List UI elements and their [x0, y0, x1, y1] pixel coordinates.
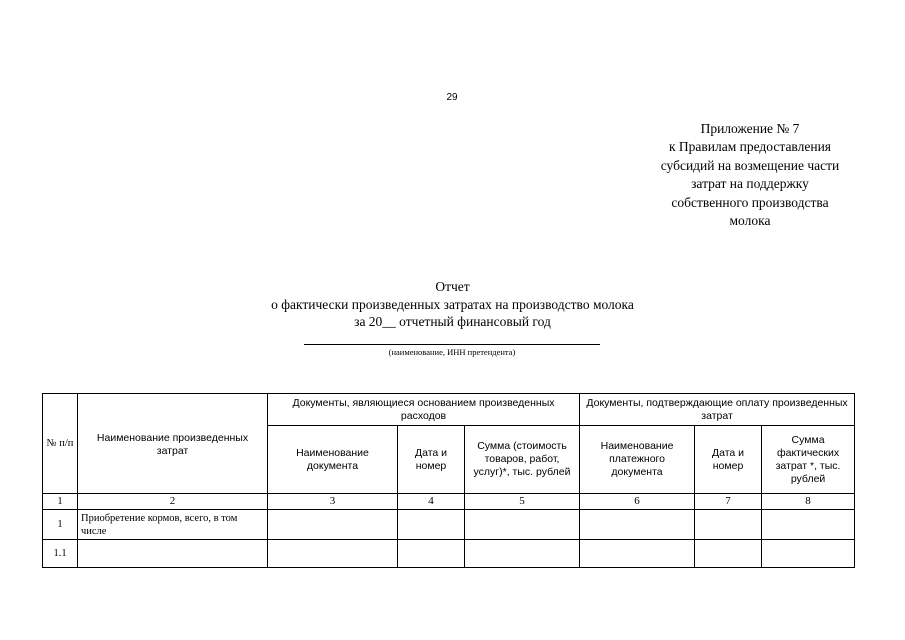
column-number: 8: [762, 494, 855, 510]
header-group-basis-documents: Документы, являющиеся основанием произведенных расходов: [268, 394, 580, 426]
appendix-line: собственного производства: [671, 194, 829, 210]
row-cell[interactable]: [268, 510, 398, 540]
row-cell[interactable]: [580, 510, 695, 540]
column-number: 1: [43, 494, 78, 510]
header-basis-sum: Сумма (стоимость товаров, работ, услуг)*, тыс. рублей: [465, 426, 580, 494]
column-number: 2: [78, 494, 268, 510]
column-number: 4: [398, 494, 465, 510]
expense-report-table: [42, 393, 855, 568]
column-number: 5: [465, 494, 580, 510]
header-group-payment-documents: Документы, подтверждающие оплату произведенных затрат: [580, 394, 855, 426]
column-number: 6: [580, 494, 695, 510]
header-payment-sum: Сумма фактических затрат *, тыс. рублей: [762, 426, 855, 494]
appendix-reference: [630, 120, 870, 230]
header-basis-date-number: Дата и номер: [398, 426, 465, 494]
appendix-line: субсидий на возмещение части: [660, 157, 840, 173]
appendix-line: затрат на поддержку: [691, 176, 809, 192]
row-number: 1.1: [43, 540, 78, 568]
report-subtitle: о фактически произведенных затратах на производство молока: [271, 296, 634, 312]
report-title: Отчет: [435, 279, 470, 294]
applicant-name-line: [304, 344, 600, 345]
header-no: № п/п: [43, 394, 78, 494]
row-cell[interactable]: [695, 510, 762, 540]
row-cell[interactable]: [762, 540, 855, 568]
column-number: 3: [268, 494, 398, 510]
appendix-line: к Правилам предоставления: [668, 139, 832, 155]
table-row: [43, 510, 855, 540]
column-number: 7: [695, 494, 762, 510]
row-expense-name: Приобретение кормов, всего, в том числе: [78, 510, 268, 540]
report-heading: [200, 278, 705, 331]
row-cell[interactable]: [695, 540, 762, 568]
applicant-name-caption: (наименование, ИНН претендента): [388, 347, 516, 357]
header-payment-document-name: Наименование платежного документа: [580, 426, 695, 494]
row-cell[interactable]: [465, 540, 580, 568]
table-row: [43, 540, 855, 568]
row-cell[interactable]: [580, 540, 695, 568]
row-cell[interactable]: [465, 510, 580, 540]
row-cell[interactable]: [398, 510, 465, 540]
column-number-row: [43, 494, 855, 510]
appendix-line: Приложение № 7: [700, 121, 800, 136]
row-expense-name[interactable]: [78, 540, 268, 568]
row-cell[interactable]: [762, 510, 855, 540]
header-expense-name: Наименование произведенных затрат: [78, 394, 268, 494]
header-row-top: [43, 394, 855, 426]
header-basis-document-name: Наименование документа: [268, 426, 398, 494]
row-cell[interactable]: [268, 540, 398, 568]
appendix-line: молока: [729, 213, 771, 229]
page-number: 29: [446, 92, 458, 103]
header-payment-date-number: Дата и номер: [695, 426, 762, 494]
row-cell[interactable]: [398, 540, 465, 568]
row-number: 1: [43, 510, 78, 540]
report-period: за 20__ отчетный финансовый год: [354, 314, 551, 329]
